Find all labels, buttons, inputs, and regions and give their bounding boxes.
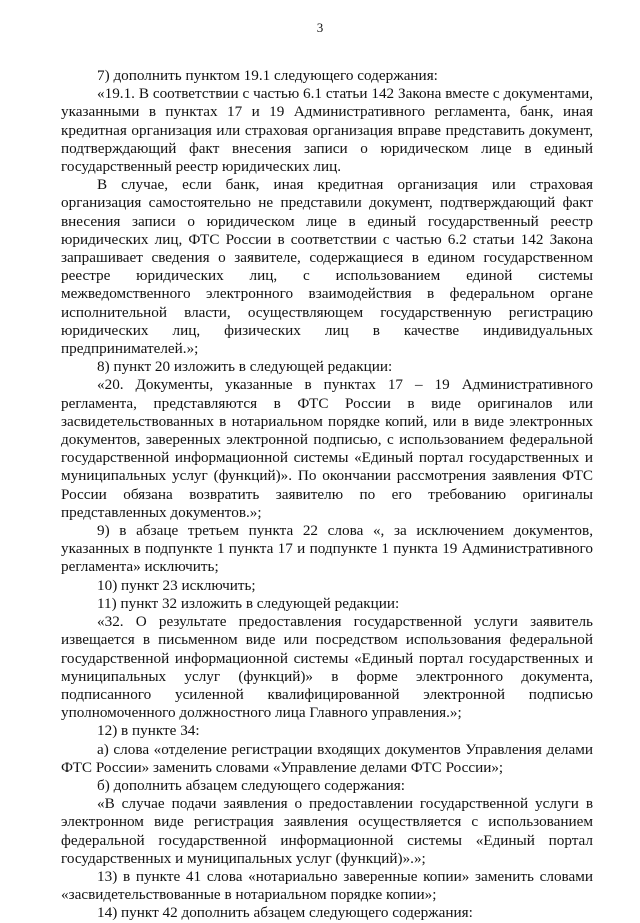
paragraph: 10) пункт 23 исключить; <box>97 576 256 594</box>
paragraph: «19.1. В соответствии с частью 6.1 статьи 142 Закона вместе с документами, указанными в пунктах 17 и 19 Административного регламента, банк, иная кредитная организация или страховая организация вправе представить документ, подтверждающий факт внесения записи о юридическом лице в единый государственный реестр юридических лиц. <box>61 85 593 176</box>
paragraph: 13) в пункте 41 слова «нотариально заверенные копии» заменить словами «засвидетельствованные в нотариальном порядке копии»; <box>61 867 593 904</box>
document-body <box>61 67 593 923</box>
paragraph: 8) пункт 20 изложить в следующей редакции: <box>97 358 393 376</box>
page-number: 3 <box>316 20 324 35</box>
paragraph: 14) пункт 42 дополнить абзацем следующего содержания: <box>97 904 473 922</box>
paragraph: 11) пункт 32 изложить в следующей редакции: <box>97 594 400 612</box>
paragraph: 9) в абзаце третьем пункта 22 слова «, за исключением документов, указанных в подпункте 1 пункта 17 и подпункте 1 пункта 19 Административного регламента» исключить; <box>61 522 593 576</box>
paragraph: б) дополнить абзацем следующего содержания: <box>97 776 405 794</box>
paragraph: а) слова «отделение регистрации входящих документов Управления делами ФТС России» заменить словами «Управление делами ФТС России»; <box>61 740 593 776</box>
paragraph: «32. О результате предоставления государственной услуги заявитель извещается в письменном виде или посредством использования федеральной государственной информационной системы «Единый портал государственных и муниципальных услуг (функций)» в форме электронного документа, подписанного усиленной квалифицированной электронной подписью уполномоченного должностного лица Главного управления.»; <box>61 613 593 722</box>
paragraph: «В случае подачи заявления о предоставлении государственной услуги в электронном виде регистрация заявления осуществляется с использованием федеральной государственной информационной системы «Единый портал государственных и муниципальных услуг (функций)».»; <box>61 795 593 867</box>
paragraph: 12) в пункте 34: <box>97 722 200 740</box>
paragraph: 7) дополнить пунктом 19.1 следующего содержания: <box>97 67 438 84</box>
paragraph: «20. Документы, указанные в пунктах 17 – 19 Административного регламента, представляются в ФТС России в виде оригиналов или засвидетельствованных в нотариальном порядке копий, или в виде электронных документов, заверенных электронной подписью, с использованием федеральной государственной информационной системы «Единый портал государственных и муниципальных услуг (функций)». По окончании рассмотрения заявления ФТС России обязана возвратить заявителю по его требованию оригиналы представленных документов.»; <box>61 376 593 521</box>
paragraph: В случае, если банк, иная кредитная организация или страховая организация самостоятельно не представили документ, подтверждающий факт внесения записи о юридическом лице в единый государственный реестр юридических лиц, ФТС России в соответствии с частью 6.2 статьи 142 Закона запрашивает сведения о заявителе, содержащиеся в едином государственном реестре юридических лиц, с использованием единой системы межведомственного электронного взаимодействия в федеральном органе исполнительной власти, осуществляющем государственную регистрацию юридических лиц, физических лиц в качестве индивидуальных предпринимателей.»; <box>61 176 593 358</box>
